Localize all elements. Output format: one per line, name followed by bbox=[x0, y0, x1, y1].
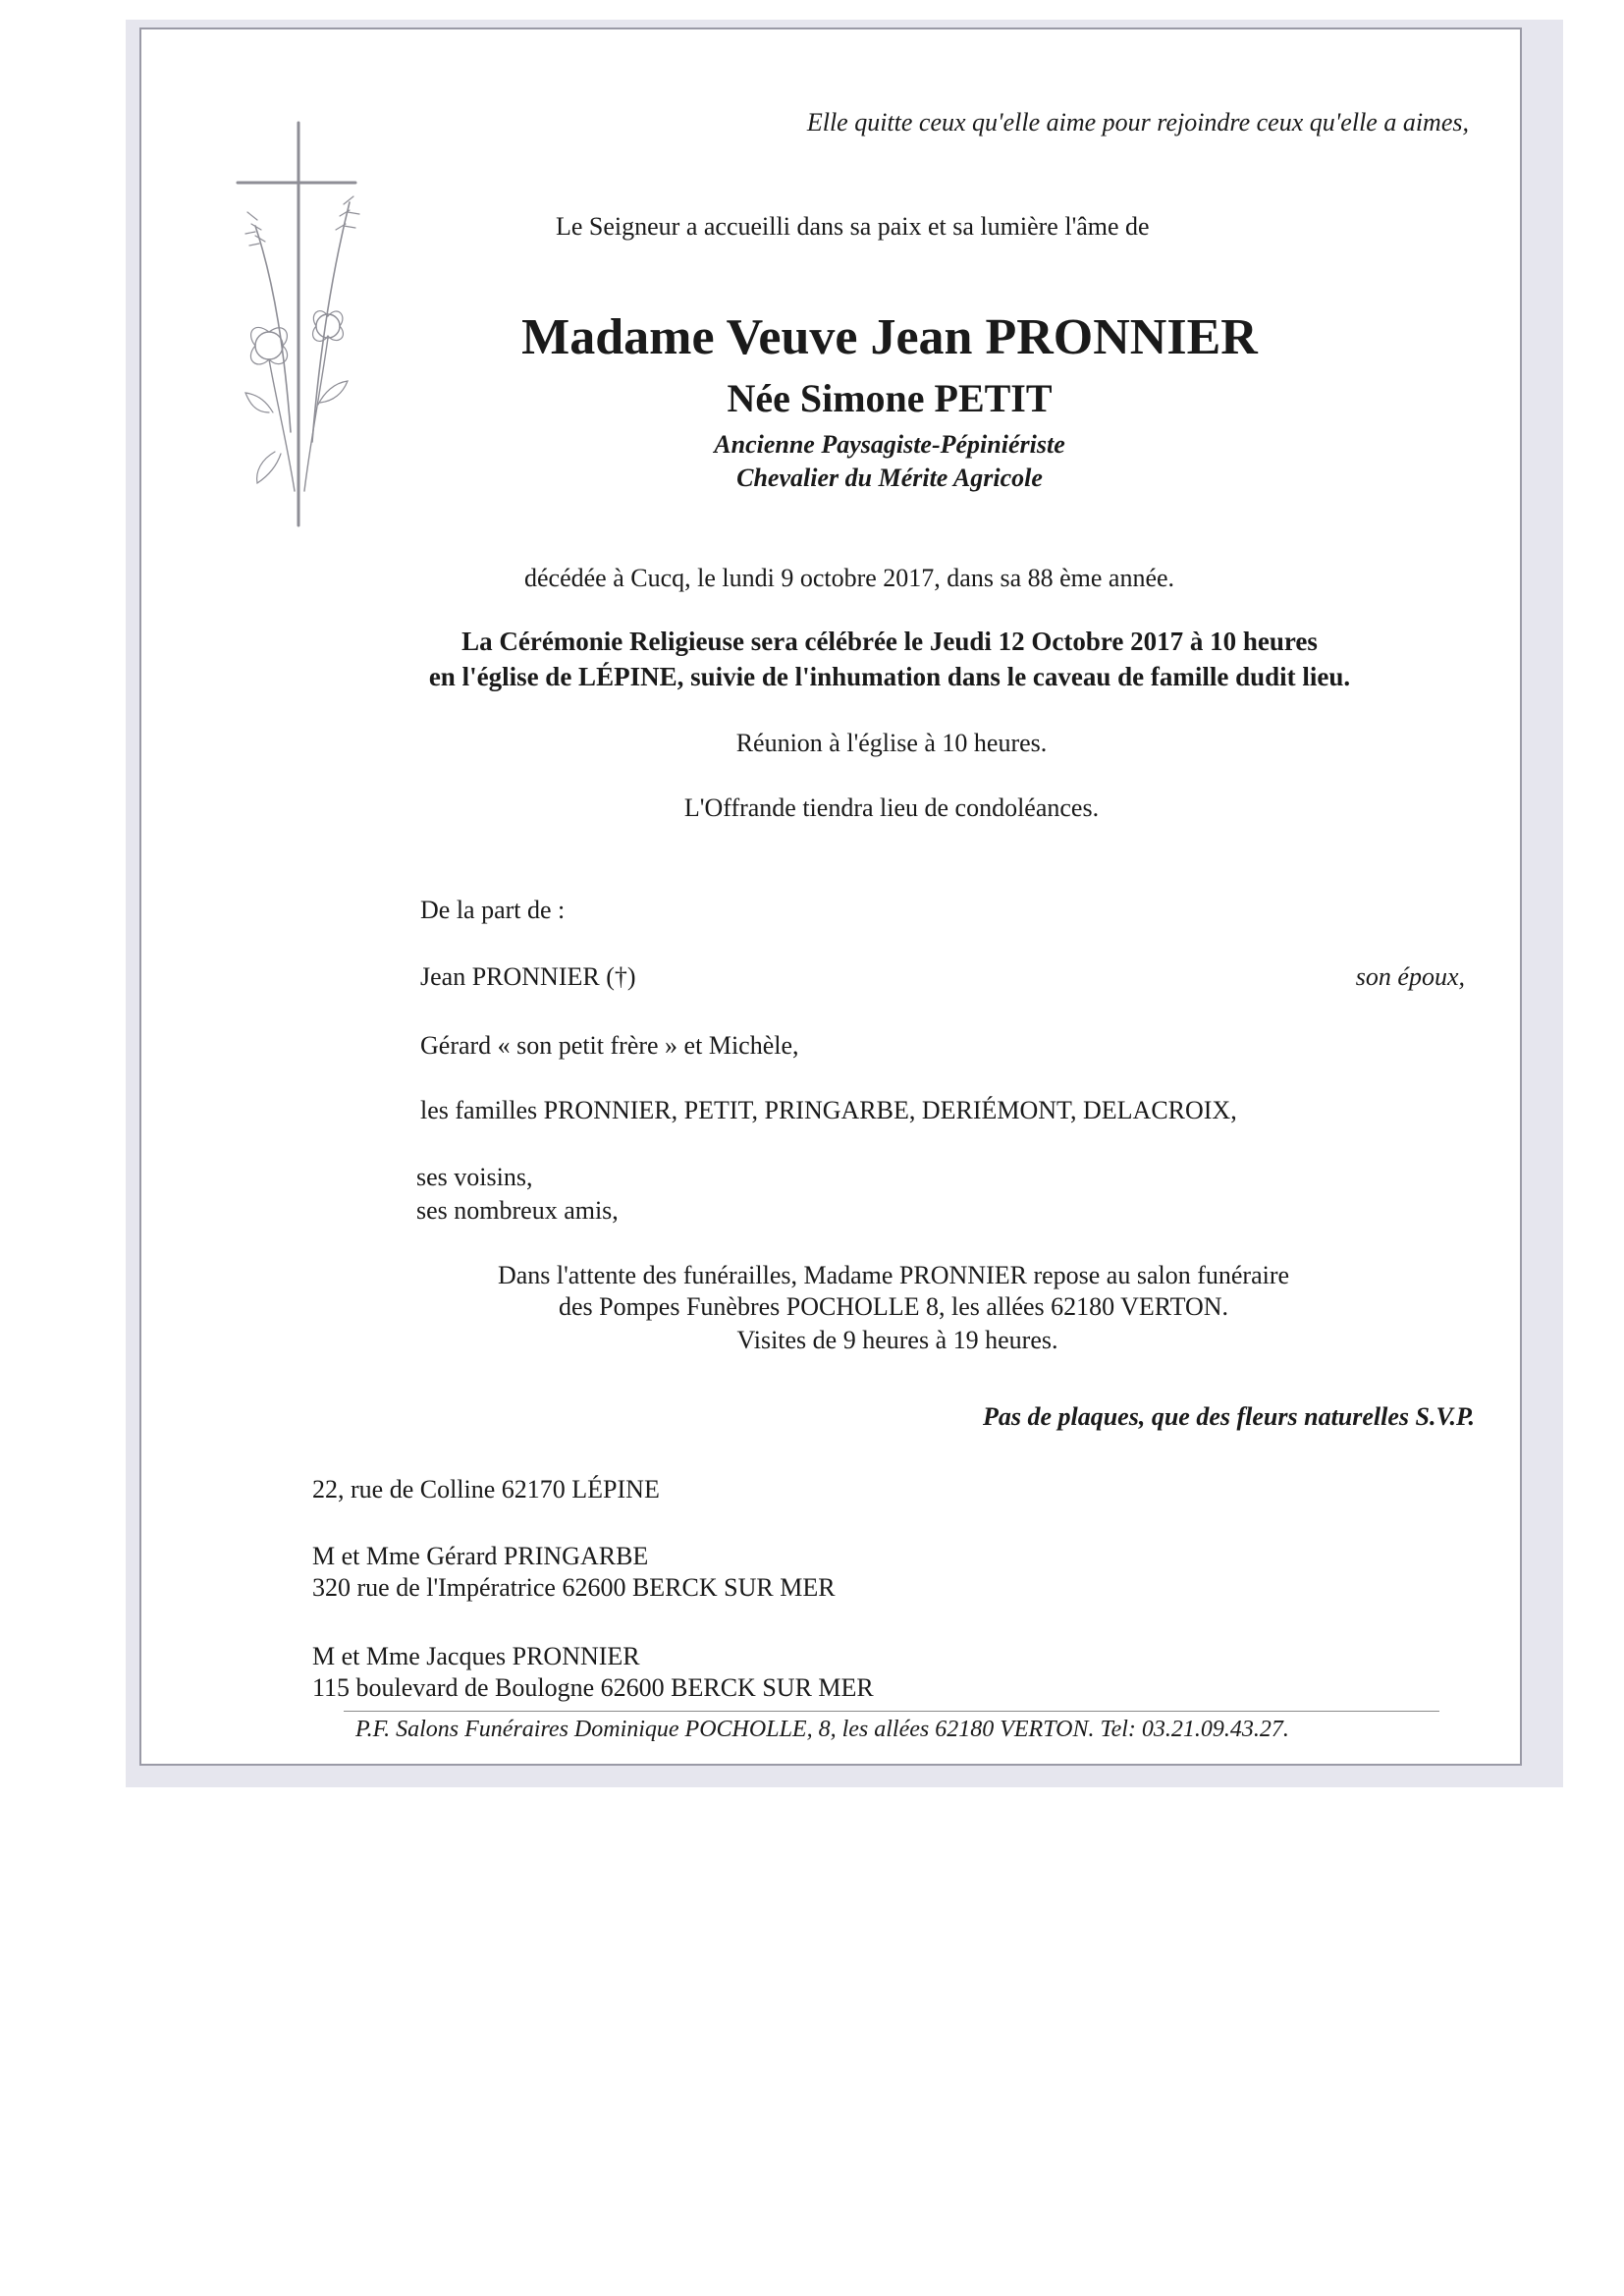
maiden-name: Née Simone PETIT bbox=[727, 376, 1053, 420]
cross-icon bbox=[226, 118, 383, 530]
flowers-note: Pas de plaques, que des fleurs naturelles S.V.P. bbox=[982, 1402, 1475, 1431]
families-line: les familles PRONNIER, PETIT, PRINGARBE, DERIÉMONT, DELACROIX, bbox=[420, 1096, 1237, 1124]
family-header: De la part de : bbox=[420, 896, 566, 924]
title-profession: Ancienne Paysagiste-Pépiniériste bbox=[714, 430, 1065, 459]
address-1-line-1: 22, rue de Colline 62170 LÉPINE bbox=[312, 1475, 660, 1503]
reunion-text: Réunion à l'église à 10 heures. bbox=[735, 729, 1048, 757]
intro-text: Le Seigneur a accueilli dans sa paix et sa lumière l'âme de bbox=[556, 212, 1150, 241]
address-3-line-1: M et Mme Jacques PRONNIER bbox=[312, 1642, 640, 1670]
friends-line: ses nombreux amis, bbox=[416, 1196, 619, 1225]
footer-divider bbox=[344, 1711, 1439, 1712]
epigraph: Elle quitte ceux qu'elle aime pour rejoindre ceux qu'elle a aimes, bbox=[806, 108, 1469, 137]
wake-line-2: des Pompes Funèbres POCHOLLE 8, les allées 62180 VERTON. bbox=[558, 1292, 1229, 1321]
ceremony-line-1: La Cérémonie Religieuse sera célébrée le Jeudi 12 Octobre 2017 à 10 heures bbox=[461, 627, 1318, 656]
death-statement: décédée à Cucq, le lundi 9 octobre 2017, dans sa 88 ème année. bbox=[524, 564, 1175, 592]
address-3-line-2: 115 boulevard de Boulogne 62600 BERCK SUR MER bbox=[312, 1673, 874, 1702]
wake-line-1: Dans l'attente des funérailles, Madame PRONNIER repose au salon funéraire bbox=[497, 1261, 1290, 1289]
neighbors-line: ses voisins, bbox=[416, 1163, 533, 1191]
spouse-name: Jean PRONNIER (†) bbox=[420, 962, 636, 991]
title-honor: Chevalier du Mérite Agricole bbox=[736, 464, 1043, 492]
brother-line: Gérard « son petit frère » et Michèle, bbox=[420, 1031, 799, 1060]
address-2-line-1: M et Mme Gérard PRINGARBE bbox=[312, 1542, 649, 1570]
spouse-role: son époux, bbox=[1355, 962, 1465, 991]
deceased-name: Madame Veuve Jean PRONNIER bbox=[521, 309, 1258, 365]
ceremony-line-2: en l'église de LÉPINE, suivie de l'inhumation dans le caveau de famille dudit lieu. bbox=[428, 662, 1351, 691]
offering-text: L'Offrande tiendra lieu de condoléances. bbox=[683, 793, 1100, 822]
address-2-line-2: 320 rue de l'Impératrice 62600 BERCK SUR MER bbox=[312, 1573, 836, 1602]
funeral-home-footer: P.F. Salons Funéraires Dominique POCHOLLE, 8, les allées 62180 VERTON. Tel: 03.21.09.43.27. bbox=[355, 1717, 1289, 1742]
wake-line-3: Visites de 9 heures à 19 heures. bbox=[736, 1326, 1058, 1354]
